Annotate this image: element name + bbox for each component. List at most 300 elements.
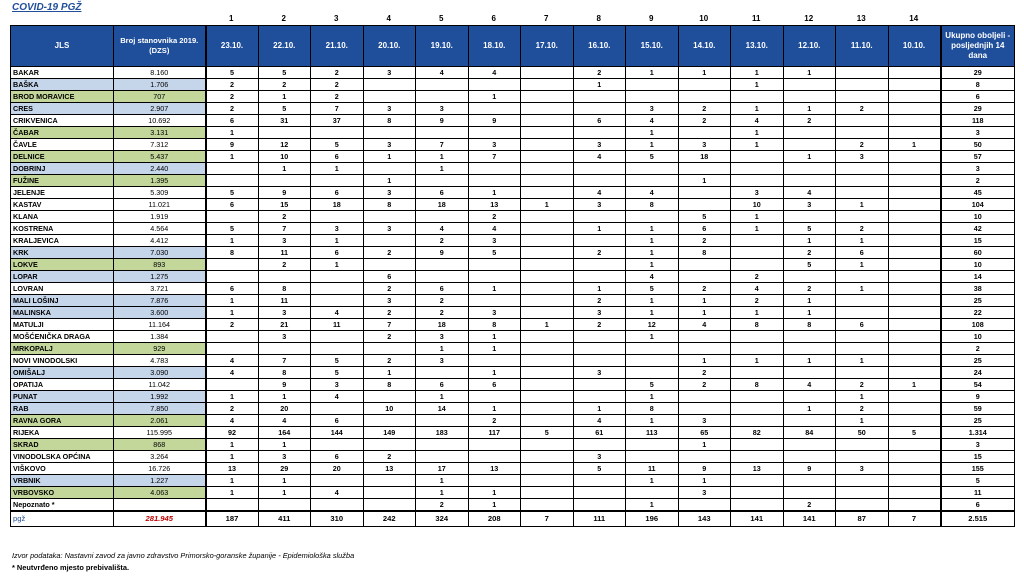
total-cell: 45 [941,187,1015,199]
daily-cases-cell [888,211,941,223]
daily-cases-cell: 5 [626,283,679,295]
daily-cases-cell [731,367,784,379]
daily-cases-cell [888,103,941,115]
daily-cases-cell: 1 [783,67,836,79]
daily-cases-cell [521,79,574,91]
daily-cases-cell: 3 [573,199,626,211]
daily-cases-cell: 149 [363,427,416,439]
daily-cases-cell [468,295,521,307]
table-header-row [11,26,1015,67]
daily-cases-cell: 20 [311,463,364,475]
daily-cases-cell [521,415,574,427]
daily-cases-cell: 1 [626,307,679,319]
daily-cases-cell: 6 [311,187,364,199]
daily-cases-cell: 3 [363,67,416,79]
daily-cases-cell: 1 [731,79,784,91]
municipality-name: KRALJEVICA [11,235,114,247]
daily-cases-cell: 5 [521,427,574,439]
daily-cases-cell: 1 [206,151,259,163]
daily-cases-cell [678,499,731,512]
municipality-name: CRIKVENICA [11,115,114,127]
table-row [11,451,1015,463]
daily-cases-cell: 2 [206,403,259,415]
daily-cases-cell: 5 [206,187,259,199]
daily-cases-cell: 1 [626,247,679,259]
daily-cases-cell [783,79,836,91]
daily-cases-cell [888,175,941,187]
municipality-name: VRBOVSKO [11,487,114,499]
daily-cases-cell: 1 [678,475,731,487]
sum-daily-cell: 187 [206,511,259,527]
daily-cases-cell: 9 [416,247,469,259]
daily-cases-cell [888,235,941,247]
population-cell: 3.721 [114,283,206,295]
daily-cases-cell [888,463,941,475]
daily-cases-cell: 11 [311,319,364,331]
daily-cases-cell: 3 [258,331,311,343]
daily-cases-cell: 144 [311,427,364,439]
table-row [11,295,1015,307]
daily-cases-cell: 7 [258,355,311,367]
municipality-name: LOVRAN [11,283,114,295]
daily-cases-cell [888,415,941,427]
daily-cases-cell [311,343,364,355]
daily-cases-cell: 3 [258,451,311,463]
daily-cases-cell: 4 [311,307,364,319]
daily-cases-cell [731,163,784,175]
daily-cases-cell [258,127,311,139]
daily-cases-cell: 3 [678,487,731,499]
daily-cases-cell [521,463,574,475]
daily-cases-cell: 3 [363,139,416,151]
daily-cases-cell [521,283,574,295]
sum-total: 2.515 [941,511,1015,527]
daily-cases-cell: 17 [416,463,469,475]
daily-cases-cell [521,379,574,391]
daily-cases-cell: 7 [363,319,416,331]
daily-cases-cell [678,79,731,91]
municipality-name: ČABAR [11,127,114,139]
total-cell: 118 [941,115,1015,127]
daily-cases-cell [521,403,574,415]
daily-cases-cell: 3 [363,295,416,307]
daily-cases-cell: 1 [731,307,784,319]
total-cell: 104 [941,199,1015,211]
daily-cases-cell: 1 [468,91,521,103]
column-number: 2 [281,14,286,23]
municipality-name: ČAVLE [11,139,114,151]
daily-cases-cell: 1 [626,259,679,271]
daily-cases-cell: 2 [573,67,626,79]
covid-cases-table [10,25,1015,527]
population-cell: 1.227 [114,475,206,487]
daily-cases-cell: 5 [678,211,731,223]
total-cell: 57 [941,151,1015,163]
daily-cases-cell: 1 [626,127,679,139]
daily-cases-cell: 4 [573,415,626,427]
municipality-name: VINODOLSKA OPĆINA [11,451,114,463]
daily-cases-cell: 3 [573,367,626,379]
sum-daily-cell: 7 [521,511,574,527]
header-date: 20.10. [363,26,416,67]
daily-cases-cell: 4 [258,415,311,427]
daily-cases-cell: 4 [416,223,469,235]
daily-cases-cell: 6 [416,283,469,295]
daily-cases-cell: 4 [468,67,521,79]
population-cell: 16.726 [114,463,206,475]
daily-cases-cell: 8 [363,379,416,391]
daily-cases-cell: 13 [731,463,784,475]
table-row [11,247,1015,259]
daily-cases-cell [888,307,941,319]
municipality-name: BAKAR [11,67,114,79]
daily-cases-cell: 1 [258,391,311,403]
table-row [11,151,1015,163]
daily-cases-cell [836,79,889,91]
table-row [11,139,1015,151]
header-total: Ukupno oboljeli - posljednjih 14 dana [941,26,1015,67]
sum-daily-cell: 411 [258,511,311,527]
daily-cases-cell: 5 [573,463,626,475]
total-cell: 60 [941,247,1015,259]
daily-cases-cell: 13 [206,463,259,475]
daily-cases-cell: 5 [783,259,836,271]
table-row [11,67,1015,79]
daily-cases-cell: 1 [783,295,836,307]
municipality-name: BAŠKA [11,79,114,91]
daily-cases-cell: 7 [468,151,521,163]
total-cell: 2 [941,343,1015,355]
daily-cases-cell [626,79,679,91]
daily-cases-cell: 9 [258,187,311,199]
total-cell: 25 [941,295,1015,307]
daily-cases-cell: 2 [206,319,259,331]
daily-cases-cell: 1 [626,67,679,79]
source-note: Izvor podataka: Nastavni zavod za javno zdravstvo Primorsko-goranske županije - Epidemiološka služba [12,551,355,560]
daily-cases-cell [363,211,416,223]
daily-cases-cell: 1 [783,235,836,247]
sum-daily-cell: 111 [573,511,626,527]
total-cell: 5 [941,475,1015,487]
daily-cases-cell: 5 [783,223,836,235]
daily-cases-cell: 12 [626,319,679,331]
daily-cases-cell: 4 [206,367,259,379]
daily-cases-cell: 2 [573,295,626,307]
population-cell: 3.090 [114,367,206,379]
daily-cases-cell [888,439,941,451]
daily-cases-cell [363,127,416,139]
daily-cases-cell: 4 [573,151,626,163]
daily-cases-cell [888,499,941,512]
daily-cases-cell: 3 [258,235,311,247]
header-date: 19.10. [416,26,469,67]
daily-cases-cell: 1 [521,199,574,211]
daily-cases-cell: 8 [626,199,679,211]
daily-cases-cell: 1 [731,223,784,235]
daily-cases-cell: 3 [416,331,469,343]
daily-cases-cell: 1 [626,139,679,151]
daily-cases-cell [311,499,364,512]
daily-cases-cell [678,271,731,283]
municipality-name: LOPAR [11,271,114,283]
daily-cases-cell [731,331,784,343]
daily-cases-cell [363,487,416,499]
daily-cases-cell [573,103,626,115]
daily-cases-cell [363,499,416,512]
daily-cases-cell: 1 [311,235,364,247]
daily-cases-cell: 3 [678,139,731,151]
daily-cases-cell [521,175,574,187]
daily-cases-cell: 10 [731,199,784,211]
daily-cases-cell: 20 [258,403,311,415]
total-cell: 54 [941,379,1015,391]
municipality-name: RIJEKA [11,427,114,439]
daily-cases-cell [836,175,889,187]
daily-cases-cell [521,151,574,163]
total-cell: 11 [941,487,1015,499]
daily-cases-cell [731,415,784,427]
total-cell: 3 [941,127,1015,139]
daily-cases-cell [521,163,574,175]
sum-daily-cell: 7 [888,511,941,527]
daily-cases-cell: 9 [416,115,469,127]
daily-cases-cell [468,355,521,367]
daily-cases-cell [416,367,469,379]
daily-cases-cell: 6 [678,223,731,235]
table-row [11,343,1015,355]
daily-cases-cell [311,439,364,451]
daily-cases-cell [783,343,836,355]
daily-cases-cell: 1 [258,439,311,451]
daily-cases-cell [888,199,941,211]
total-cell: 10 [941,331,1015,343]
header-date: 16.10. [573,26,626,67]
daily-cases-cell [416,451,469,463]
daily-cases-cell [888,127,941,139]
daily-cases-cell [783,451,836,463]
daily-cases-cell: 2 [836,379,889,391]
daily-cases-cell: 1 [468,499,521,512]
sum-daily-cell: 87 [836,511,889,527]
daily-cases-cell [468,103,521,115]
daily-cases-cell: 6 [311,415,364,427]
population-cell: 929 [114,343,206,355]
daily-cases-cell: 2 [573,247,626,259]
daily-cases-cell: 3 [573,139,626,151]
total-cell: 155 [941,463,1015,475]
daily-cases-cell [678,343,731,355]
municipality-name: DELNICE [11,151,114,163]
daily-cases-cell: 2 [206,79,259,91]
daily-cases-cell: 4 [416,67,469,79]
municipality-name: LOKVE [11,259,114,271]
daily-cases-cell [626,355,679,367]
municipality-name: RAB [11,403,114,415]
daily-cases-cell [573,379,626,391]
daily-cases-cell [468,127,521,139]
header-date: 11.10. [836,26,889,67]
daily-cases-cell: 1 [573,223,626,235]
daily-cases-cell: 1 [678,307,731,319]
daily-cases-cell: 8 [731,379,784,391]
total-cell: 15 [941,451,1015,463]
daily-cases-cell: 2 [836,139,889,151]
daily-cases-cell [783,331,836,343]
daily-cases-cell [521,295,574,307]
daily-cases-cell: 82 [731,427,784,439]
daily-cases-cell [521,139,574,151]
daily-cases-cell [573,127,626,139]
daily-cases-cell: 8 [678,247,731,259]
daily-cases-cell [783,391,836,403]
daily-cases-cell [783,175,836,187]
daily-cases-cell [783,367,836,379]
daily-cases-cell [258,271,311,283]
daily-cases-cell [888,91,941,103]
daily-cases-cell [626,451,679,463]
daily-cases-cell [573,175,626,187]
daily-cases-cell: 5 [258,103,311,115]
population-cell: 707 [114,91,206,103]
daily-cases-cell: 1 [468,187,521,199]
daily-cases-cell [836,499,889,512]
column-number: 5 [439,14,444,23]
daily-cases-cell [521,271,574,283]
daily-cases-cell: 13 [468,463,521,475]
total-cell: 3 [941,163,1015,175]
total-cell: 10 [941,259,1015,271]
daily-cases-cell: 1 [678,295,731,307]
daily-cases-cell [678,331,731,343]
population-cell: 3.264 [114,451,206,463]
daily-cases-cell [731,475,784,487]
daily-cases-cell [573,355,626,367]
daily-cases-cell [836,67,889,79]
municipality-name: CRES [11,103,114,115]
daily-cases-cell [311,127,364,139]
daily-cases-cell: 1 [836,199,889,211]
daily-cases-cell: 2 [363,247,416,259]
daily-cases-cell [626,439,679,451]
daily-cases-cell [468,451,521,463]
daily-cases-cell: 6 [311,151,364,163]
daily-cases-cell [363,391,416,403]
daily-cases-cell: 2 [363,331,416,343]
daily-cases-cell: 183 [416,427,469,439]
header-date: 10.10. [888,26,941,67]
daily-cases-cell [731,391,784,403]
daily-cases-cell: 1 [626,415,679,427]
daily-cases-cell [521,475,574,487]
daily-cases-cell [468,271,521,283]
table-row [11,367,1015,379]
daily-cases-cell: 4 [206,415,259,427]
daily-cases-cell: 4 [783,379,836,391]
daily-cases-cell: 8 [258,283,311,295]
daily-cases-cell [678,259,731,271]
daily-cases-cell [731,247,784,259]
daily-cases-cell [206,379,259,391]
daily-cases-cell [521,355,574,367]
population-cell: 7.876 [114,295,206,307]
daily-cases-cell: 11 [626,463,679,475]
daily-cases-cell: 1 [678,439,731,451]
population-cell: 2.907 [114,103,206,115]
municipality-name: VIŠKOVO [11,463,114,475]
header-date: 23.10. [206,26,259,67]
daily-cases-cell: 1 [836,415,889,427]
daily-cases-cell: 1 [416,163,469,175]
daily-cases-cell: 4 [626,187,679,199]
sum-daily-cell: 208 [468,511,521,527]
daily-cases-cell [836,295,889,307]
daily-cases-cell [363,475,416,487]
daily-cases-cell: 1 [206,475,259,487]
daily-cases-cell [678,163,731,175]
daily-cases-cell: 1 [783,307,836,319]
daily-cases-cell: 2 [731,271,784,283]
daily-cases-cell: 1 [206,439,259,451]
daily-cases-cell: 9 [206,139,259,151]
daily-cases-cell [311,475,364,487]
municipality-name: MALI LOŠINJ [11,295,114,307]
daily-cases-cell: 1 [468,403,521,415]
daily-cases-cell: 113 [626,427,679,439]
daily-cases-cell: 13 [363,463,416,475]
population-cell: 3.131 [114,127,206,139]
daily-cases-cell [573,391,626,403]
column-number: 10 [699,14,709,23]
daily-cases-cell [783,127,836,139]
total-cell: 42 [941,223,1015,235]
daily-cases-cell [468,79,521,91]
column-number: 9 [649,14,654,23]
total-cell: 9 [941,391,1015,403]
municipality-name: BROD MORAVICE [11,91,114,103]
daily-cases-cell [573,91,626,103]
daily-cases-cell [836,475,889,487]
table-row [11,331,1015,343]
daily-cases-cell [836,451,889,463]
daily-cases-cell: 31 [258,115,311,127]
daily-cases-cell [678,403,731,415]
daily-cases-cell: 3 [311,379,364,391]
daily-cases-cell: 2 [783,247,836,259]
daily-cases-cell: 4 [206,355,259,367]
column-number: 11 [752,14,761,23]
table-row [11,475,1015,487]
sum-daily-cell: 196 [626,511,679,527]
daily-cases-cell [311,271,364,283]
daily-cases-cell: 8 [731,319,784,331]
daily-cases-cell: 6 [416,379,469,391]
daily-cases-cell: 18 [311,199,364,211]
daily-cases-cell: 1 [416,343,469,355]
daily-cases-cell [626,91,679,103]
daily-cases-cell: 2 [363,355,416,367]
population-cell: 2.061 [114,415,206,427]
daily-cases-cell [521,367,574,379]
total-cell: 25 [941,355,1015,367]
table-row [11,319,1015,331]
daily-cases-cell: 2 [731,295,784,307]
sum-label: pgž [11,511,114,527]
total-cell: 1.314 [941,427,1015,439]
daily-cases-cell: 2 [678,235,731,247]
daily-cases-cell: 9 [678,463,731,475]
daily-cases-cell: 84 [783,427,836,439]
daily-cases-cell [888,187,941,199]
